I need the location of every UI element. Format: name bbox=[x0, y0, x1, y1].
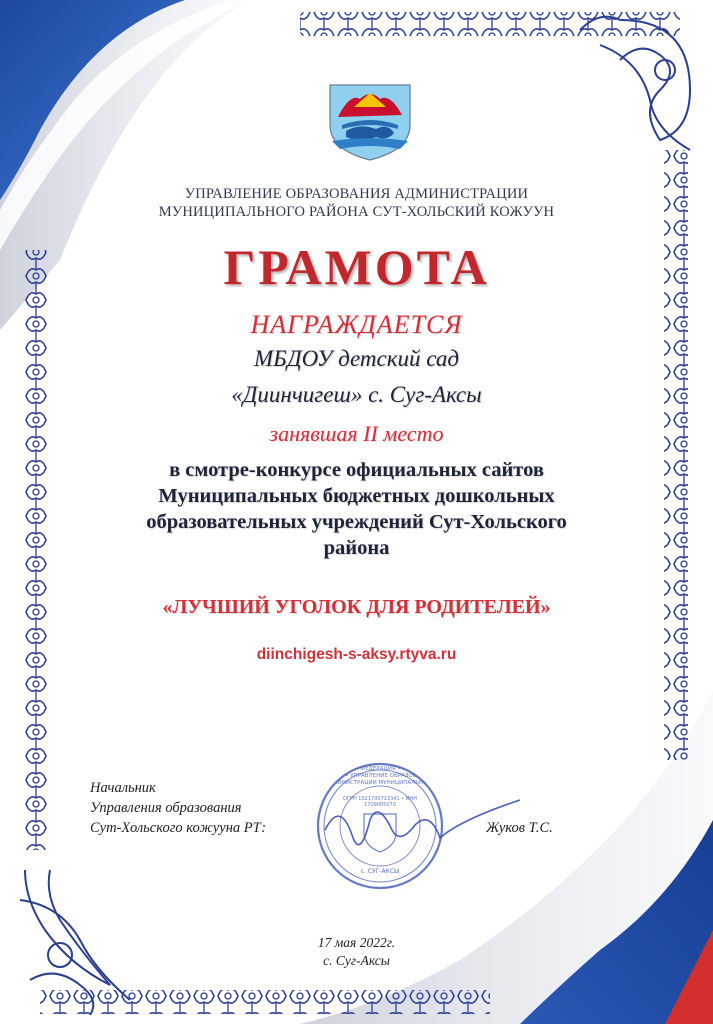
coat-of-arms bbox=[330, 85, 410, 160]
border-bottom bbox=[40, 990, 490, 1014]
issue-place: с. Суг-Аксы bbox=[323, 953, 390, 968]
organization-name-line1: УПРАВЛЕНИЕ ОБРАЗОВАНИЯ АДМИНИСТРАЦИИ bbox=[184, 186, 529, 202]
organization-name-line2: МУНИЦИПАЛЬНОГО РАЙОНА СУТ-ХОЛЬСКИЙ КОЖУУН bbox=[158, 204, 555, 220]
corner-ornament-top-right bbox=[580, 17, 690, 150]
recipient-line2: «Диинчигеш» с. Суг-Аксы bbox=[231, 382, 482, 407]
website-url: diinchigesh-s-aksy.rtyva.ru bbox=[256, 646, 457, 663]
certificate-title: ГРАМОТА bbox=[223, 239, 490, 295]
stamp-inner-text: ОГРН 1021700713341 • ИНН 1709005070 bbox=[342, 796, 418, 808]
recipient-line1: МБДОУ детский сад bbox=[253, 346, 460, 371]
description-line3: образовательных учреждений Сут-Хольского bbox=[146, 511, 567, 533]
signatory-title bbox=[90, 778, 266, 838]
issue-date bbox=[0, 934, 713, 970]
signatory-name: Жуков Т.С. bbox=[486, 820, 553, 836]
description-line4: района bbox=[323, 537, 390, 559]
description-line1: в смотре-конкурсе официальных сайтов bbox=[169, 459, 544, 481]
signatory-title-line3: Сут-Хольского кожууна РТ: bbox=[90, 820, 267, 836]
awarded-label: НАГРАЖДАЕТСЯ bbox=[250, 310, 463, 339]
issue-date-line1: 17 мая 2022г. bbox=[317, 935, 396, 950]
place-label: занявшая II место bbox=[269, 421, 444, 446]
signatory-title-line2: Управления образования bbox=[90, 800, 242, 816]
description-line2: Муниципальных бюджетных дошкольных bbox=[158, 485, 555, 507]
contest-slogan: «ЛУЧШИЙ УГОЛОК ДЛЯ РОДИТЕЛЕЙ» bbox=[162, 596, 551, 618]
stamp-bottom-text: с. СУГ-АКСЫ bbox=[360, 868, 400, 875]
stamp-ring-text: РОССИЙСКАЯ ФЕДЕРАЦИЯ • РЕСПУБЛИКА ТЫВА • УПРАВЛЕНИЕ ОБРАЗОВАНИЯ АДМИНИСТРАЦИИ МУНИЦИПАЛЬНОГО bbox=[319, 766, 441, 786]
signatory-title-line1: Начальник bbox=[90, 780, 156, 796]
border-top bbox=[300, 12, 680, 36]
